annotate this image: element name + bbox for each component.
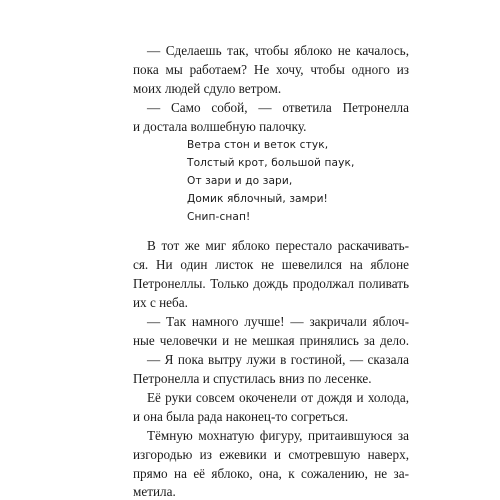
text-line: В тот же миг яблоко перестало раскачивать-	[147, 238, 409, 253]
text-line: Петронелла и спустилась вниз по лесенке.	[133, 371, 372, 386]
text-line: — Так намного лучше! — закричали яблоч-	[147, 314, 409, 329]
text-line: прямо на её яблоко, она, к сожалению, не за-	[133, 466, 409, 481]
verse-line: Домик яблочный, замри!	[187, 193, 328, 205]
text-line: и достала волшебную палочку.	[133, 119, 307, 134]
text-line: Петронеллы. Только дождь продолжал поливать	[133, 276, 409, 291]
text-line: ся. Ни один листок не шевелился на яблоне	[133, 257, 409, 272]
text-line: — Само собой, — ответила Петронелла	[147, 100, 409, 115]
text-line: — Сделаешь так, чтобы яблоко не качалось,	[147, 43, 409, 58]
text-line: — Я пока вытру лужи в гостиной, — сказала	[147, 352, 409, 367]
text-line: и она была рада наконец-то согреться.	[133, 409, 349, 424]
verse-line: Толстый крот, большой паук,	[187, 157, 355, 169]
text-line: моих людей сдуло ветром.	[133, 81, 282, 96]
text-line: Тёмную мохнатую фигуру, притаившуюся за	[147, 428, 409, 443]
text-line: метила.	[133, 484, 176, 499]
text-line: изгородью из ежевики и смотревшую наверх,	[133, 447, 409, 462]
text-line: ные человечки и не мешкая принялись за дело.	[133, 333, 409, 348]
verse-line: Ветра стон и веток стук,	[187, 139, 329, 151]
verse-line: От зари и до зари,	[187, 175, 293, 187]
text-line: Её руки совсем окоченели от дождя и холода,	[147, 390, 409, 405]
text-line: их с неба.	[133, 295, 188, 310]
text-line: пока мы работаем? Не хочу, чтобы одного из	[133, 62, 409, 77]
verse-line: Снип-снап!	[187, 211, 251, 223]
